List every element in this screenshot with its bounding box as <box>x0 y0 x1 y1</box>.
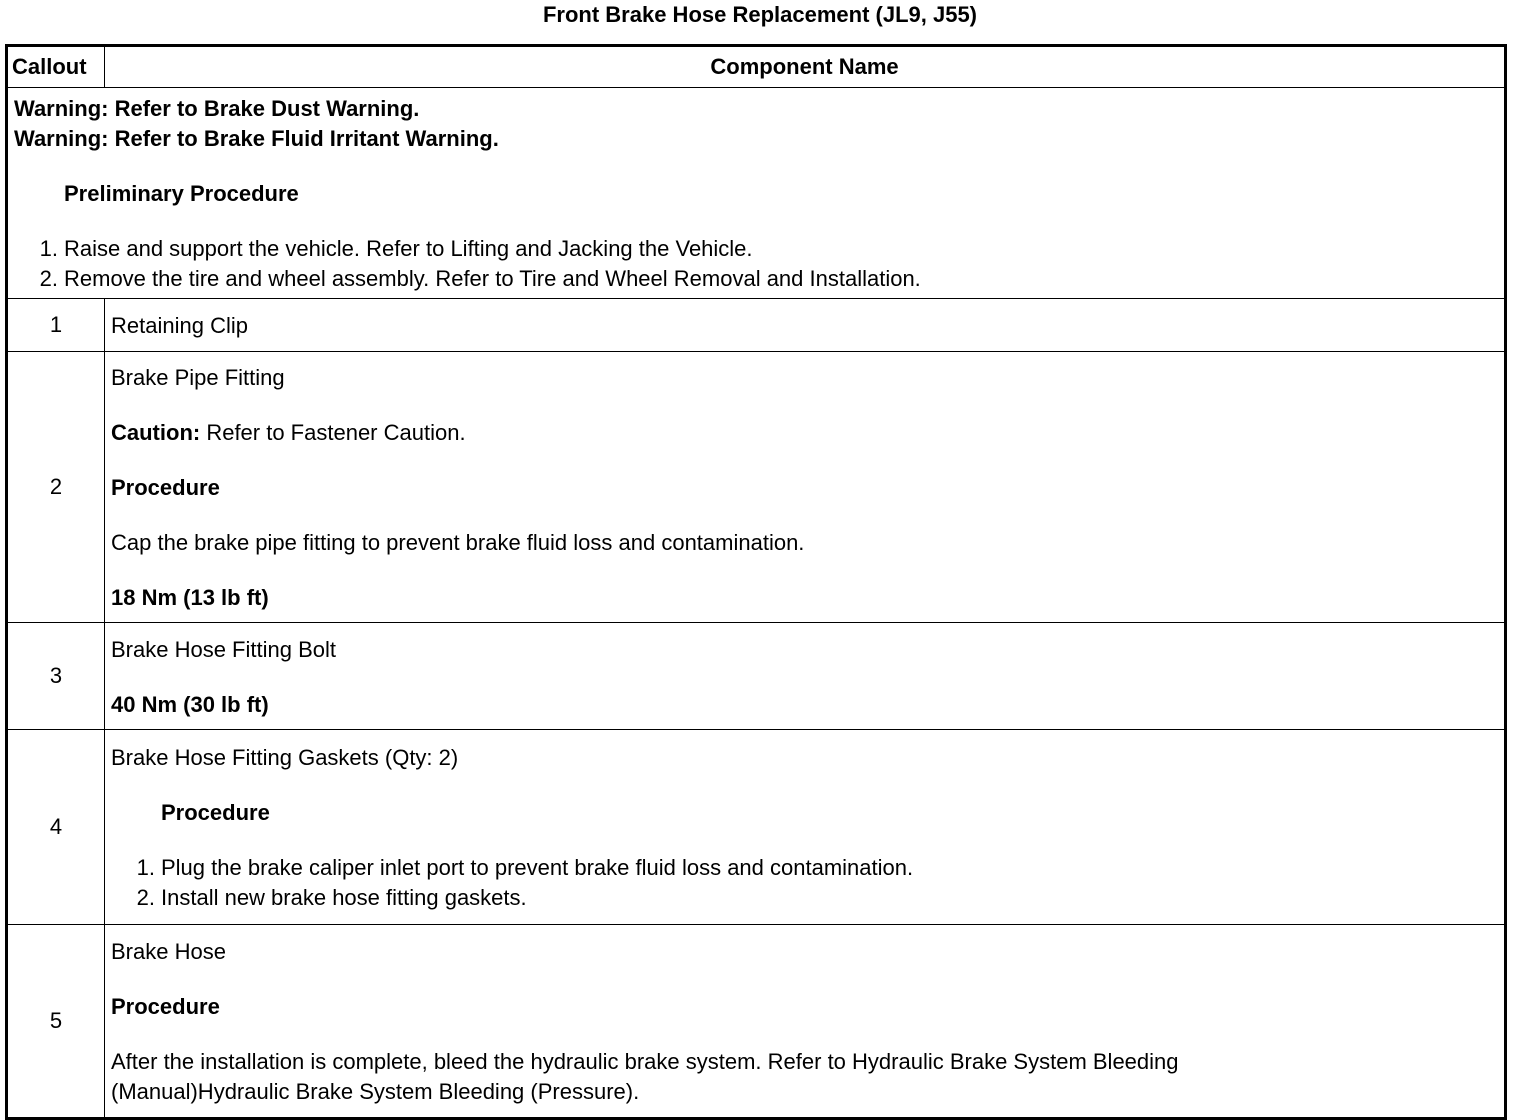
component-details <box>105 925 1506 1119</box>
procedure-text: After the installation is complete, bleed the hydraulic brake system. Refer to Hydraulic Brake System Bleeding (Manual)Hydraulic Brake System Bleeding (Pressure). <box>111 1049 1179 1104</box>
component-name: Brake Pipe Fitting <box>111 365 285 390</box>
component-name-column-header: Component Name <box>105 46 1506 88</box>
component-details <box>105 730 1506 925</box>
procedure-step: 1. Plug the brake caliper inlet port to prevent brake fluid loss and contamination. <box>136 855 914 880</box>
callout-number: 1 <box>7 299 105 352</box>
torque-spec: 40 Nm (30 lb ft) <box>111 691 269 717</box>
procedure-heading: Procedure <box>161 800 270 825</box>
component-name: Retaining Clip <box>105 299 1506 352</box>
torque-spec: 18 Nm (13 lb ft) <box>111 585 269 610</box>
warning-brake-fluid: Warning: Refer to Brake Fluid Irritant Warning. <box>14 126 499 151</box>
warning-brake-dust: Warning: Refer to Brake Dust Warning. <box>14 96 420 121</box>
preliminary-section <box>7 88 1506 299</box>
component-table <box>5 44 1507 1120</box>
table-row <box>7 352 1506 623</box>
procedure-step: 2. Install new brake hose fitting gaskets. <box>136 885 527 910</box>
preliminary-step: 1. Raise and support the vehicle. Refer to Lifting and Jacking the Vehicle. <box>39 236 753 261</box>
preliminary-heading: Preliminary Procedure <box>64 181 299 206</box>
table-row <box>7 299 1506 352</box>
callout-number: 4 <box>7 730 105 925</box>
table-header-row <box>7 46 1506 88</box>
callout-column-header: Callout <box>7 46 105 88</box>
preliminary-row <box>7 88 1506 299</box>
procedure-heading: Procedure <box>111 994 220 1019</box>
preliminary-step: 2. Remove the tire and wheel assembly. Refer to Tire and Wheel Removal and Installation. <box>39 266 921 291</box>
callout-number: 5 <box>7 925 105 1119</box>
component-name: Brake Hose Fitting Gaskets (Qty: 2) <box>111 745 459 770</box>
table-row <box>7 730 1506 925</box>
table-row <box>7 623 1506 730</box>
callout-number: 2 <box>7 352 105 623</box>
procedure-text: Cap the brake pipe fitting to prevent brake fluid loss and contamination. <box>111 530 805 555</box>
component-name: Brake Hose Fitting Bolt <box>111 636 336 662</box>
caution-note: Caution: Refer to Fastener Caution. <box>111 420 466 445</box>
page-title: Front Brake Hose Replacement (JL9, J55) <box>542 2 978 27</box>
callout-number: 3 <box>7 623 105 730</box>
component-name: Brake Hose <box>111 939 226 964</box>
procedure-heading: Procedure <box>111 475 220 500</box>
component-details <box>105 352 1506 623</box>
component-details <box>105 623 1506 730</box>
table-row <box>7 925 1506 1119</box>
